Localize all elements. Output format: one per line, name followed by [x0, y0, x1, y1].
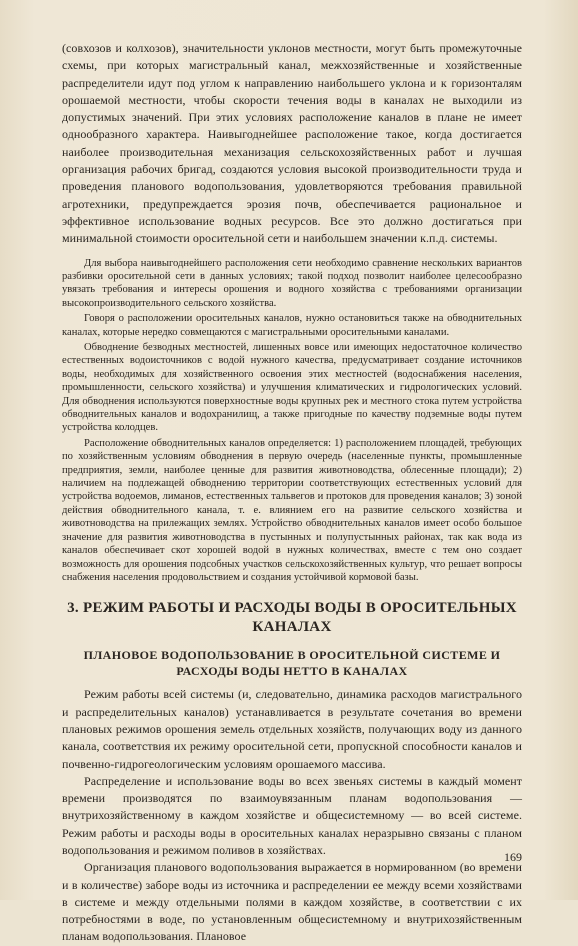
- body-paragraph-distribution: Распределение и использование воды во всех звеньях системы в каждый момент времени производятся по взаимоувязанным планам водопользования — внутрихозяйственному в каждом хозяйстве и общесистемному — во всей системе. Режим работы и расходы воды в оросительных каналах неразрывно связаны с планом водопользования и режимом поливов в хозяйствах.: [62, 773, 522, 857]
- body-paragraph-top: (совхозов и колхозов), значительности уклонов местности, могут быть промежуточные схемы, при которых магистральный канал, межхозяйственные и хозяйственные распределители идут под углом к направлению наибольшего уклона и к горизонталям орошаемой местности, чтобы скорости течения воды в каналах не выходили из допустимых значений. При этих условиях расположение каналов в плане не имеет однообразного характера. Наивыгоднейшее расположение такое, когда достигается наиболее производительная механизация сельскохозяйственных работ и лучшая организация рабочих бригад, создаются условия высокой производительности труда и проведения планового водопользования, удовлетворяются требования правильной агротехники, предупреждается эрозия почв, обеспечивается рациональное и эффективное использование водных ресурсов. Все это должно достигаться при минимальной стоимости оросительной сети и наибольшем значении к.п.д. системы.: [62, 41, 522, 246]
- body-paragraph-regime: Режим работы всей системы (и, следовательно, динамика расходов магистрального и распределительных каналов) устанавливается в результате сочетания во времени плановых режимов орошения земель отдельных хозяйств, получающих воду из данного канала, соответствия их режиму оросительной сети, пропускной способности каналов и почвенно-гидрогеологическим условиям орошаемого массива.: [62, 687, 522, 771]
- small-paragraph-watering: Обводнение безводных местностей, лишенных вовсе или имеющих недостаточное количество естественных водоисточников с водой нужного качества, предусматривает создание источников воды, необходимых для хозяйственного освоения этих местностей (водоснабжения населения, промышленности, сельского хозяйства) и улучшения климатических и гидрологических условий. Для обводнения используются поверхностные воды крупных рек и местного стока путем устройства обводнительных каналов и водохранилищ, а также пригодные по качеству подземные воды путем устройства колодцев.: [62, 342, 522, 434]
- subsection-title: ПЛАНОВОЕ ВОДОПОЛЬЗОВАНИЕ В ОРОСИТЕЛЬНОЙ СИСТЕМЕ И РАСХОДЫ ВОДЫ НЕТТО В КАНАЛАХ: [83, 648, 501, 679]
- small-paragraph-placement: Расположение обводнительных каналов определяется: 1) расположением площадей, требующих по хозяйственным условиям обводнения в первую очередь (населенные пункты, промышленные предприятия, земли, наиболее ценные для развития животноводства, облесенные площади); 2) наличием на подлежащей обводнению территории соответствующих естественных условий для устройства водоемов, лиманов, естественных тальвегов и протоков для проведения каналов; 3) зоной действия обводнительного канала, т. е. влиянием его на развитие сельского хозяйства и животноводства на прилежащих землях. Устройство обводнительных каналов имеет особо большое значение для развития животноводства в пустынных и полупустынных районах, так как вода из каналов обеспечивает скот хорошей водой в нужных количествах, вместе с тем оно создает возможность для орошения подсобных участков сельскохозяйственных культур, что решает вопросы снабжения населения продовольствием и создания устойчивой кормовой базы.: [62, 437, 522, 583]
- small-paragraph-variants: Для выбора наивыгоднейшего расположения сети необходимо сравнение нескольких вариантов разбивки оросительной сети в данных условиях; такой подход позволит наиболее целесообразно увязать требования и интересы орошения и водного хозяйства с требованиями организации высокопроизводительного сельского хозяйства.: [62, 257, 522, 309]
- body-paragraph-organization: Организация планового водопользования выражается в нормированном (во времени и в количестве) заборе воды из источника и распределении ее между всеми хозяйствами в системе и между отдельными полями в каждом хозяйстве, в соответствии с их потребностями в воде, по установленным общесистемному и внутрихозяйственным планам водопользования. Плановое: [62, 860, 522, 944]
- small-paragraph-canals: Говоря о расположении оросительных каналов, нужно остановиться также на обводнительных каналах, которые нередко совмещаются с магистральными оросительными каналами.: [62, 313, 522, 338]
- page-content: [62, 40, 522, 946]
- page-number: 169: [504, 850, 522, 864]
- section-title: 3. РЕЖИМ РАБОТЫ И РАСХОДЫ ВОДЫ В ОРОСИТЕЛЬНЫХ КАНАЛАХ: [67, 600, 517, 636]
